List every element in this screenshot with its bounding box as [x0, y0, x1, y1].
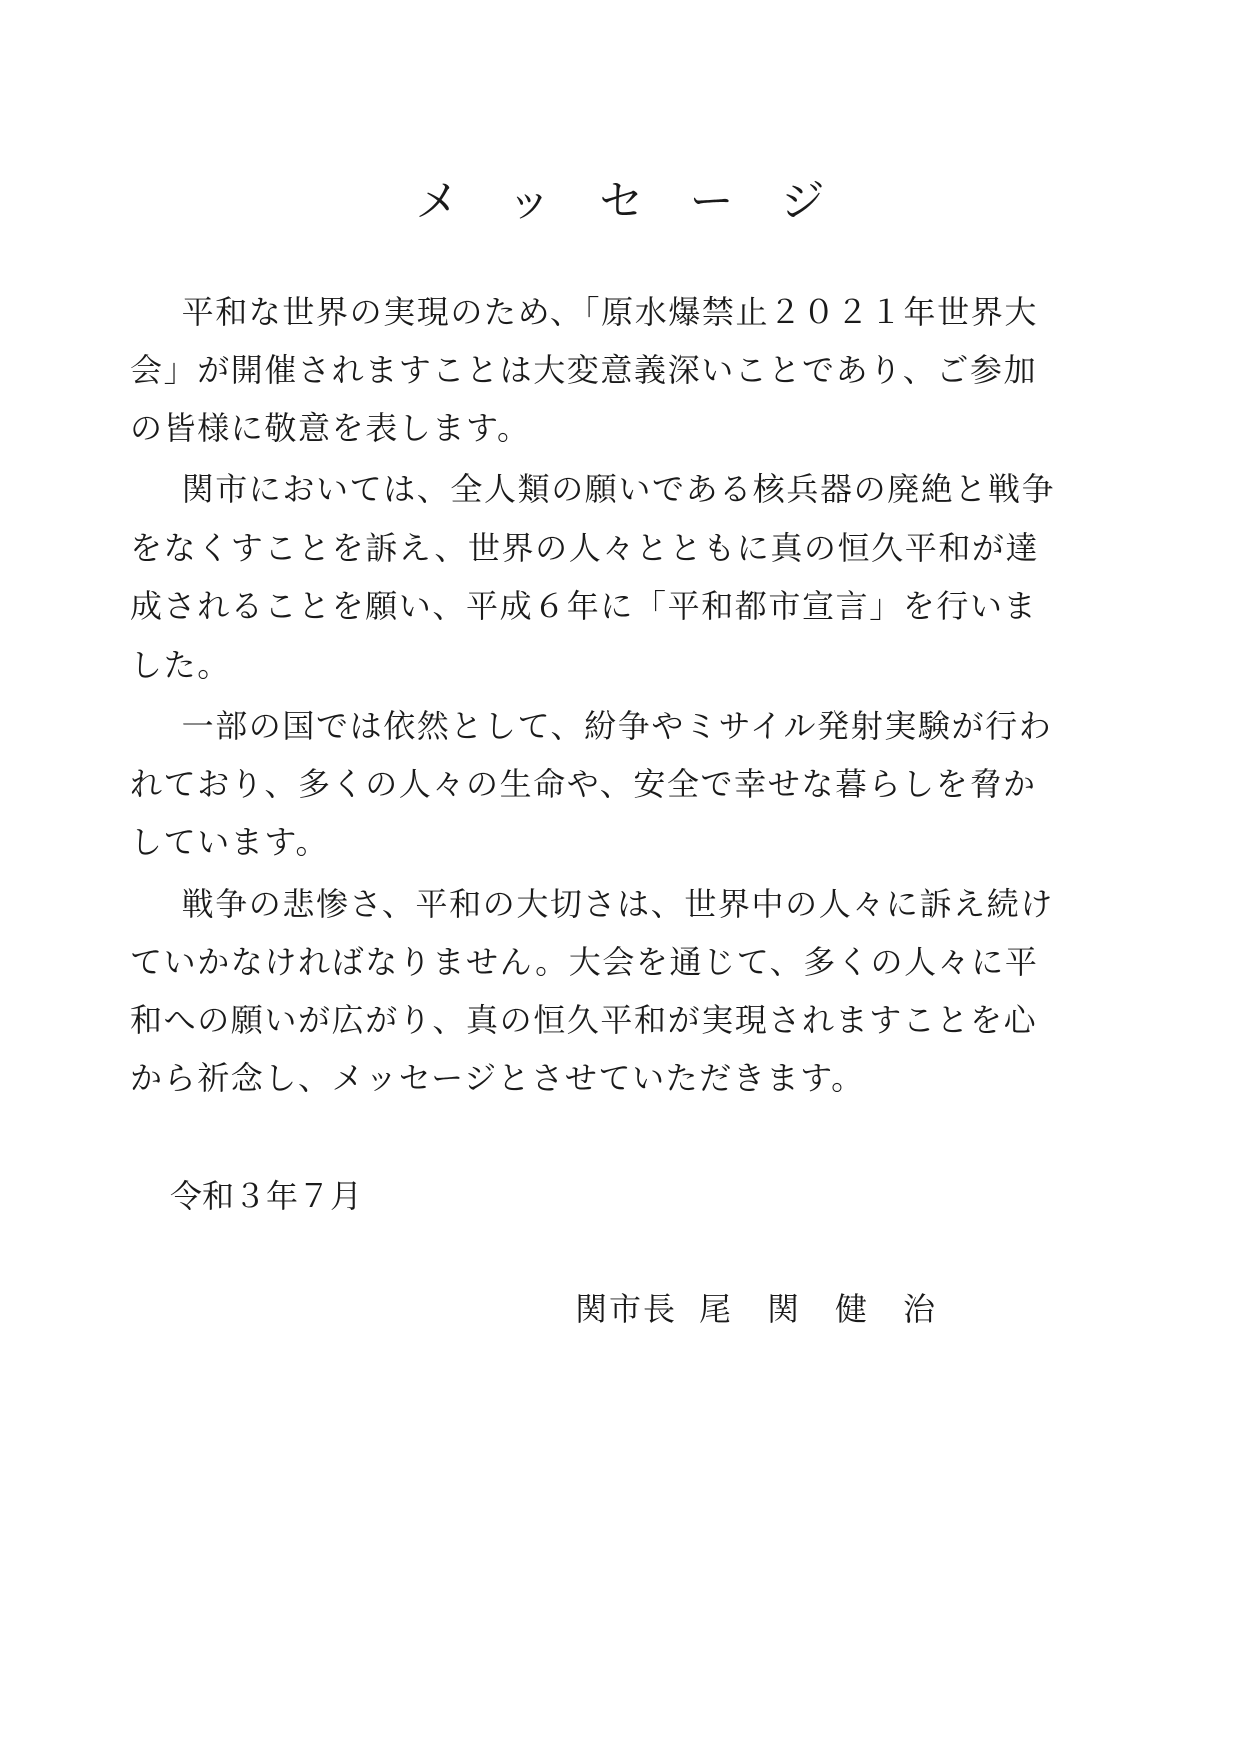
paragraph-line: から祈念し、メッセージとさせていただきます。 — [130, 1059, 865, 1097]
page-title: メッセージ — [415, 176, 873, 227]
paragraph-line: 戦争の悲惨さ、平和の大切さは、世界中の人々に訴え続け — [148, 885, 1054, 923]
signature-title: 関市長 — [575, 1290, 678, 1328]
paragraph-line: れており、多くの人々の生命や、安全で幸せな暮らしを脅か — [130, 765, 1037, 803]
paragraph-line: した。 — [130, 646, 231, 684]
signature-name: 尾関健治 — [699, 1290, 972, 1328]
paragraph-line: 和への願いが広がり、真の恒久平和が実現されますことを心 — [130, 1001, 1038, 1039]
paragraph-line: の皆様に敬意を表します。 — [130, 409, 531, 447]
date: 令和３年７月 — [170, 1177, 363, 1215]
paragraph-line: 関市においては、全人類の願いである核兵器の廃絶と戦争 — [148, 470, 1056, 508]
paragraph-line: 平和な世界の実現のため、「原水爆禁止２０２１年世界大 — [148, 293, 1038, 331]
paragraph-line: 会」が開催されますことは大変意義深いことであり、ご参加 — [130, 351, 1038, 389]
paragraph-line: をなくすことを訴え、世界の人々とともに真の恒久平和が達 — [130, 529, 1040, 567]
signature — [575, 1285, 971, 1333]
paragraph-line: 成されることを願い、平成６年に「平和都市宣言」を行いま — [130, 587, 1038, 625]
paragraph-line: しています。 — [130, 823, 330, 861]
paragraph-line: 一部の国では依然として、紛争やミサイル発射実験が行わ — [148, 707, 1053, 745]
paragraph-line: ていかなければなりません。大会を通じて、多くの人々に平 — [130, 943, 1039, 981]
